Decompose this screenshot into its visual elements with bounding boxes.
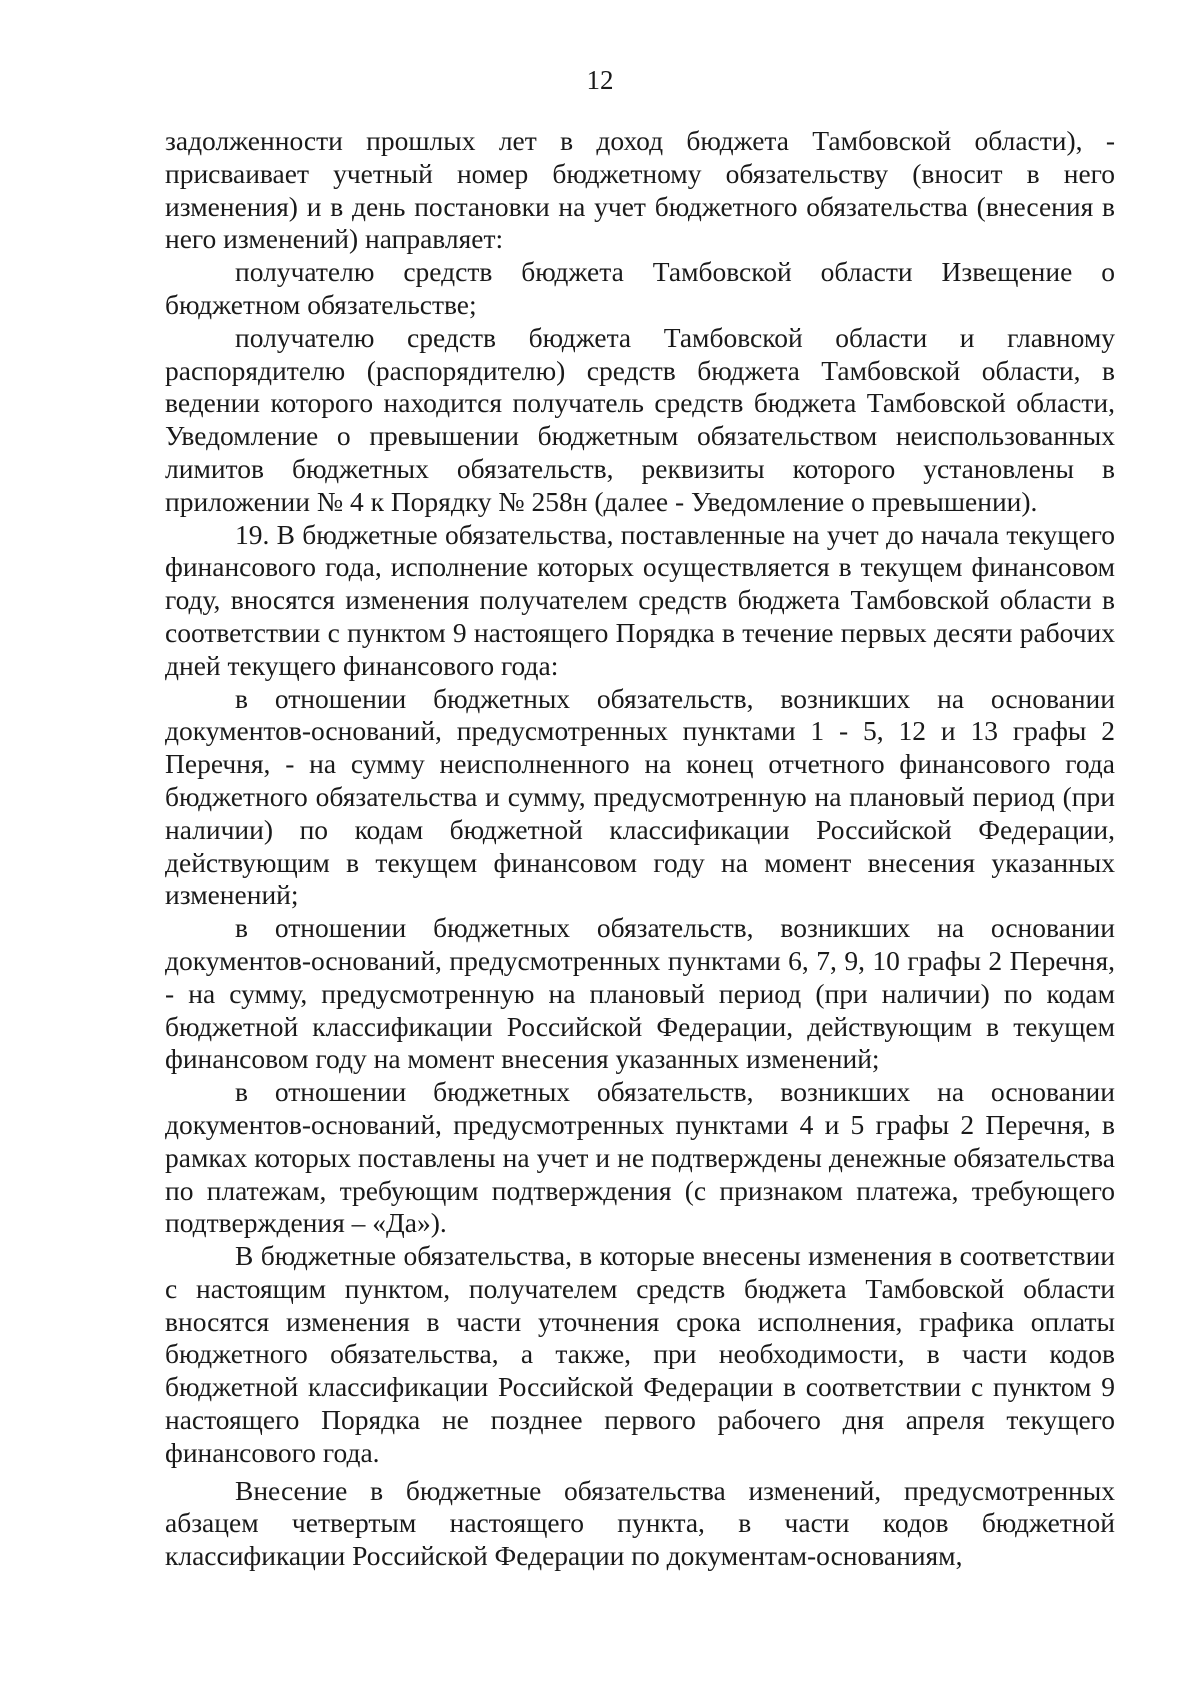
paragraph-changes-introduction: Внесение в бюджетные обязательства изменений, предусмотренных абзацем четвертым настоящего пункта, в части кодов бюджетной классификации Российской Федерации по документам-основаниям, xyxy=(165,1474,1115,1572)
paragraph-item-19: 19. В бюджетные обязательства, поставленные на учет до начала текущего финансового года, исполнение которых осуществляется в текущем финансовом году, вносятся изменения получателем средств бюджета Тамбовской области в соответствии с пунктом 9 настоящего Порядка в течение первых десяти рабочих дней текущего финансового года: xyxy=(165,518,1115,681)
page-number: 12 xyxy=(586,65,614,95)
paragraph-items-6-7-9-10: в отношении бюджетных обязательств, возникших на основании документов-оснований, предусмотренных пунктами 6, 7, 9, 10 графы 2 Перечня, - на сумму, предусмотренную на плановый период (при наличии) по кодам бюджетной классификации Российской Федерации, действующим в текущем финансовом году на момент внесения указанных изменений; xyxy=(165,912,1115,1075)
paragraph-continuation: задолженности прошлых лет в доход бюджета Тамбовской области), - присваивает учетный номер бюджетному обязательству (вносит в него изменения) и в день постановки на учет бюджетного обязательства (внесения в него изменений) направляет: xyxy=(165,125,1115,255)
paragraph-changes-clarification: В бюджетные обязательства, в которые внесены изменения в соответствии с настоящим пунктом, получателем средств бюджета Тамбовской области вносятся изменения в части уточнения срока исполнения, графика оплаты бюджетного обязательства, а также, при необходимости, в части кодов бюджетной классификации Российской Федерации в соответствии с пунктом 9 настоящего Порядка не позднее первого рабочего дня апреля текущего финансового года. xyxy=(165,1240,1115,1468)
paragraph-recipient-notice: получателю средств бюджета Тамбовской области Извещение о бюджетном обязательстве; xyxy=(165,256,1115,320)
paragraph-items-4-5: в отношении бюджетных обязательств, возникших на основании документов-оснований, предусмотренных пунктами 4 и 5 графы 2 Перечня, в рамках которых поставлены на учет и не подтверждены денежные обязательства по платежам, требующим подтверждения (с признаком платежа, требующего подтверждения – «Да»). xyxy=(165,1076,1115,1239)
paragraph-excess-notice: получателю средств бюджета Тамбовской области и главному распорядителю (распорядителю) средств бюджета Тамбовской области, в ведении которого находится получатель средств бюджета Тамбовской области, Уведомление о превышении бюджетным обязательством неиспользованных лимитов бюджетных обязательств, реквизиты которого установлены в приложении № 4 к Порядку № 258н (далее - Уведомление о превышении). xyxy=(165,321,1115,517)
paragraph-items-1-5-12-13: в отношении бюджетных обязательств, возникших на основании документов-оснований, предусмотренных пунктами 1 - 5, 12 и 13 графы 2 Перечня, - на сумму неисполненного на конец отчетного финансового года бюджетного обязательства и сумму, предусмотренную на плановый период (при наличии) по кодам бюджетной классификации Российской Федерации, действующим в текущем финансовом году на момент внесения указанных изменений; xyxy=(165,682,1115,911)
document-body xyxy=(165,125,1115,1573)
